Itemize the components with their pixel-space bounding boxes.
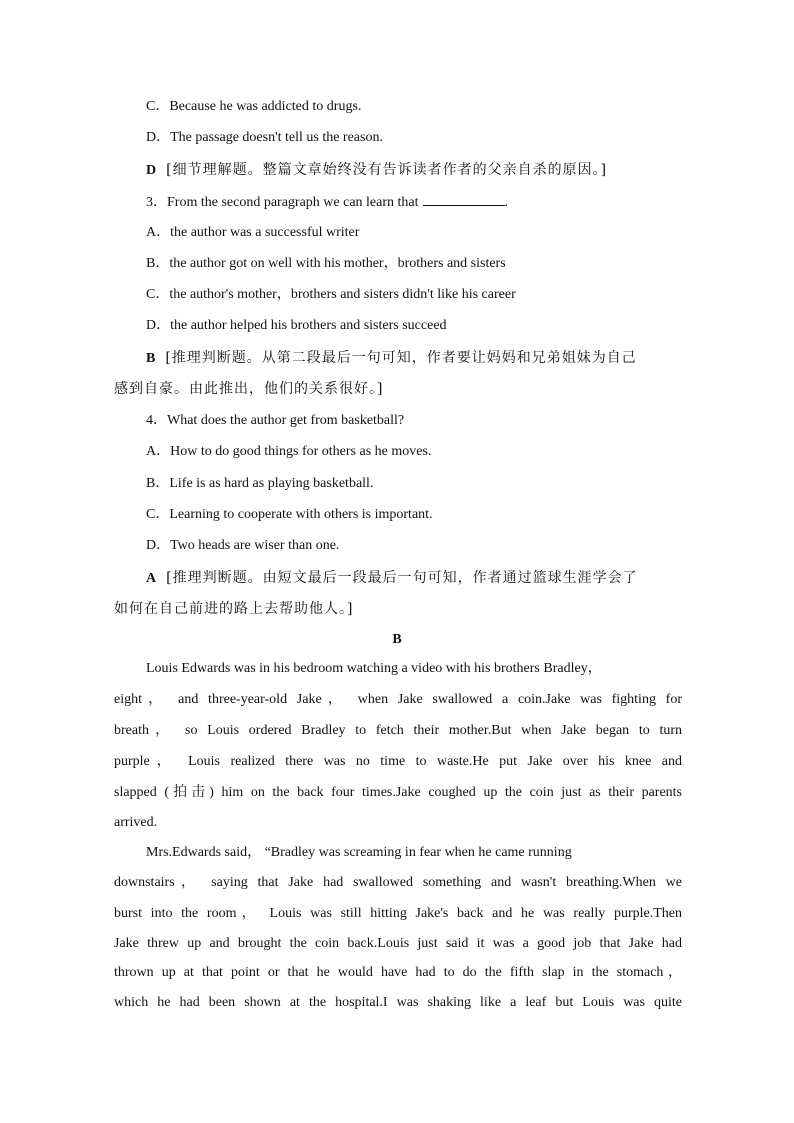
- q3-answer-blank: [423, 191, 505, 206]
- q3-option-d: D．the author helped his brothers and sisters succeed: [146, 318, 447, 333]
- q4-explanation-1: [推理判断题。由短文最后一段最后一句可知，作者通过篮球生涯学会了: [166, 570, 638, 586]
- passage-p2-line-3: burst into the room， Louis was still hitting Jake's back and he was really purple.Then: [114, 906, 682, 921]
- section-heading: B: [392, 632, 402, 647]
- q4-answer: A: [146, 571, 157, 586]
- q4-option-b: B．Life is as hard as playing basketball.: [146, 476, 374, 491]
- passage-p1-line-3: breath， so Louis ordered Bradley to fetch their mother.But when Jake began to turn: [114, 723, 682, 738]
- q3-stem-end: .: [504, 195, 509, 210]
- passage-p1-line-5: slapped (拍击) him on the back four times.Jake coughed up the coin just as their parents: [114, 785, 682, 800]
- passage-p1-line-1: Louis Edwards was in his bedroom watching a video with his brothers Bradley，: [146, 661, 602, 676]
- q4-stem: 4．What does the author get from basketball?: [146, 413, 405, 428]
- q3-explanation-1: [推理判断题。从第二段最后一句可知，作者要让妈妈和兄弟姐妹为自己: [165, 350, 637, 366]
- q3-stem: [146, 191, 714, 213]
- q2-option-d: D．The passage doesn't tell us the reason.: [146, 130, 383, 145]
- q4-explanation-2: 如何在自己前进的路上去帮助他人。]: [114, 601, 354, 617]
- q2-answer-block: [146, 160, 714, 181]
- q3-option-b: B．the author got on well with his mother，brothers and sisters: [146, 256, 506, 271]
- q3-stem-text: 3．From the second paragraph we can learn that: [146, 195, 419, 210]
- q3-answer: B: [146, 351, 156, 366]
- q3-option-c: C．the author's mother，brothers and sisters didn't like his career: [146, 287, 516, 302]
- q4-option-d: D．Two heads are wiser than one.: [146, 538, 340, 553]
- q3-answer-block: [146, 348, 714, 369]
- passage-p1-line-6: arrived.: [114, 815, 158, 830]
- q2-answer: D: [146, 163, 157, 178]
- passage-p2-line-6: which he had been shown at the hospital.I was shaking like a leaf but Louis was quite: [114, 995, 682, 1010]
- q3-explanation-2: 感到自豪。由此推出，他们的关系很好。]: [114, 381, 384, 397]
- passage-p2-line-4: Jake threw up and brought the coin back.Louis just said it was a good job that Jake had: [114, 936, 682, 951]
- passage-p2-line-5: thrown up at that point or that he would have had to do the fifth slap in the stomach，: [114, 965, 682, 980]
- q4-answer-block: [146, 568, 714, 589]
- q3-option-a: A．the author was a successful writer: [146, 225, 360, 240]
- passage-p2-line-1: Mrs.Edwards said， “Bradley was screaming in fear when he came running: [146, 845, 572, 860]
- passage-p2-line-2: downstairs， saying that Jake had swallowed something and wasn't breathing.When we: [114, 875, 682, 890]
- q4-option-a: A．How to do good things for others as he moves.: [146, 444, 432, 459]
- q4-option-c: C．Learning to cooperate with others is important.: [146, 507, 433, 522]
- q2-option-c: C．Because he was addicted to drugs.: [146, 99, 362, 114]
- passage-p1-line-2: eight， and three-year-old Jake， when Jake swallowed a coin.Jake was fighting for: [114, 692, 682, 707]
- passage-p1-line-4: purple， Louis realized there was no time to waste.He put Jake over his knee and: [114, 754, 682, 769]
- q2-explanation: [细节理解题。整篇文章始终没有告诉读者作者的父亲自杀的原因。]: [166, 162, 608, 178]
